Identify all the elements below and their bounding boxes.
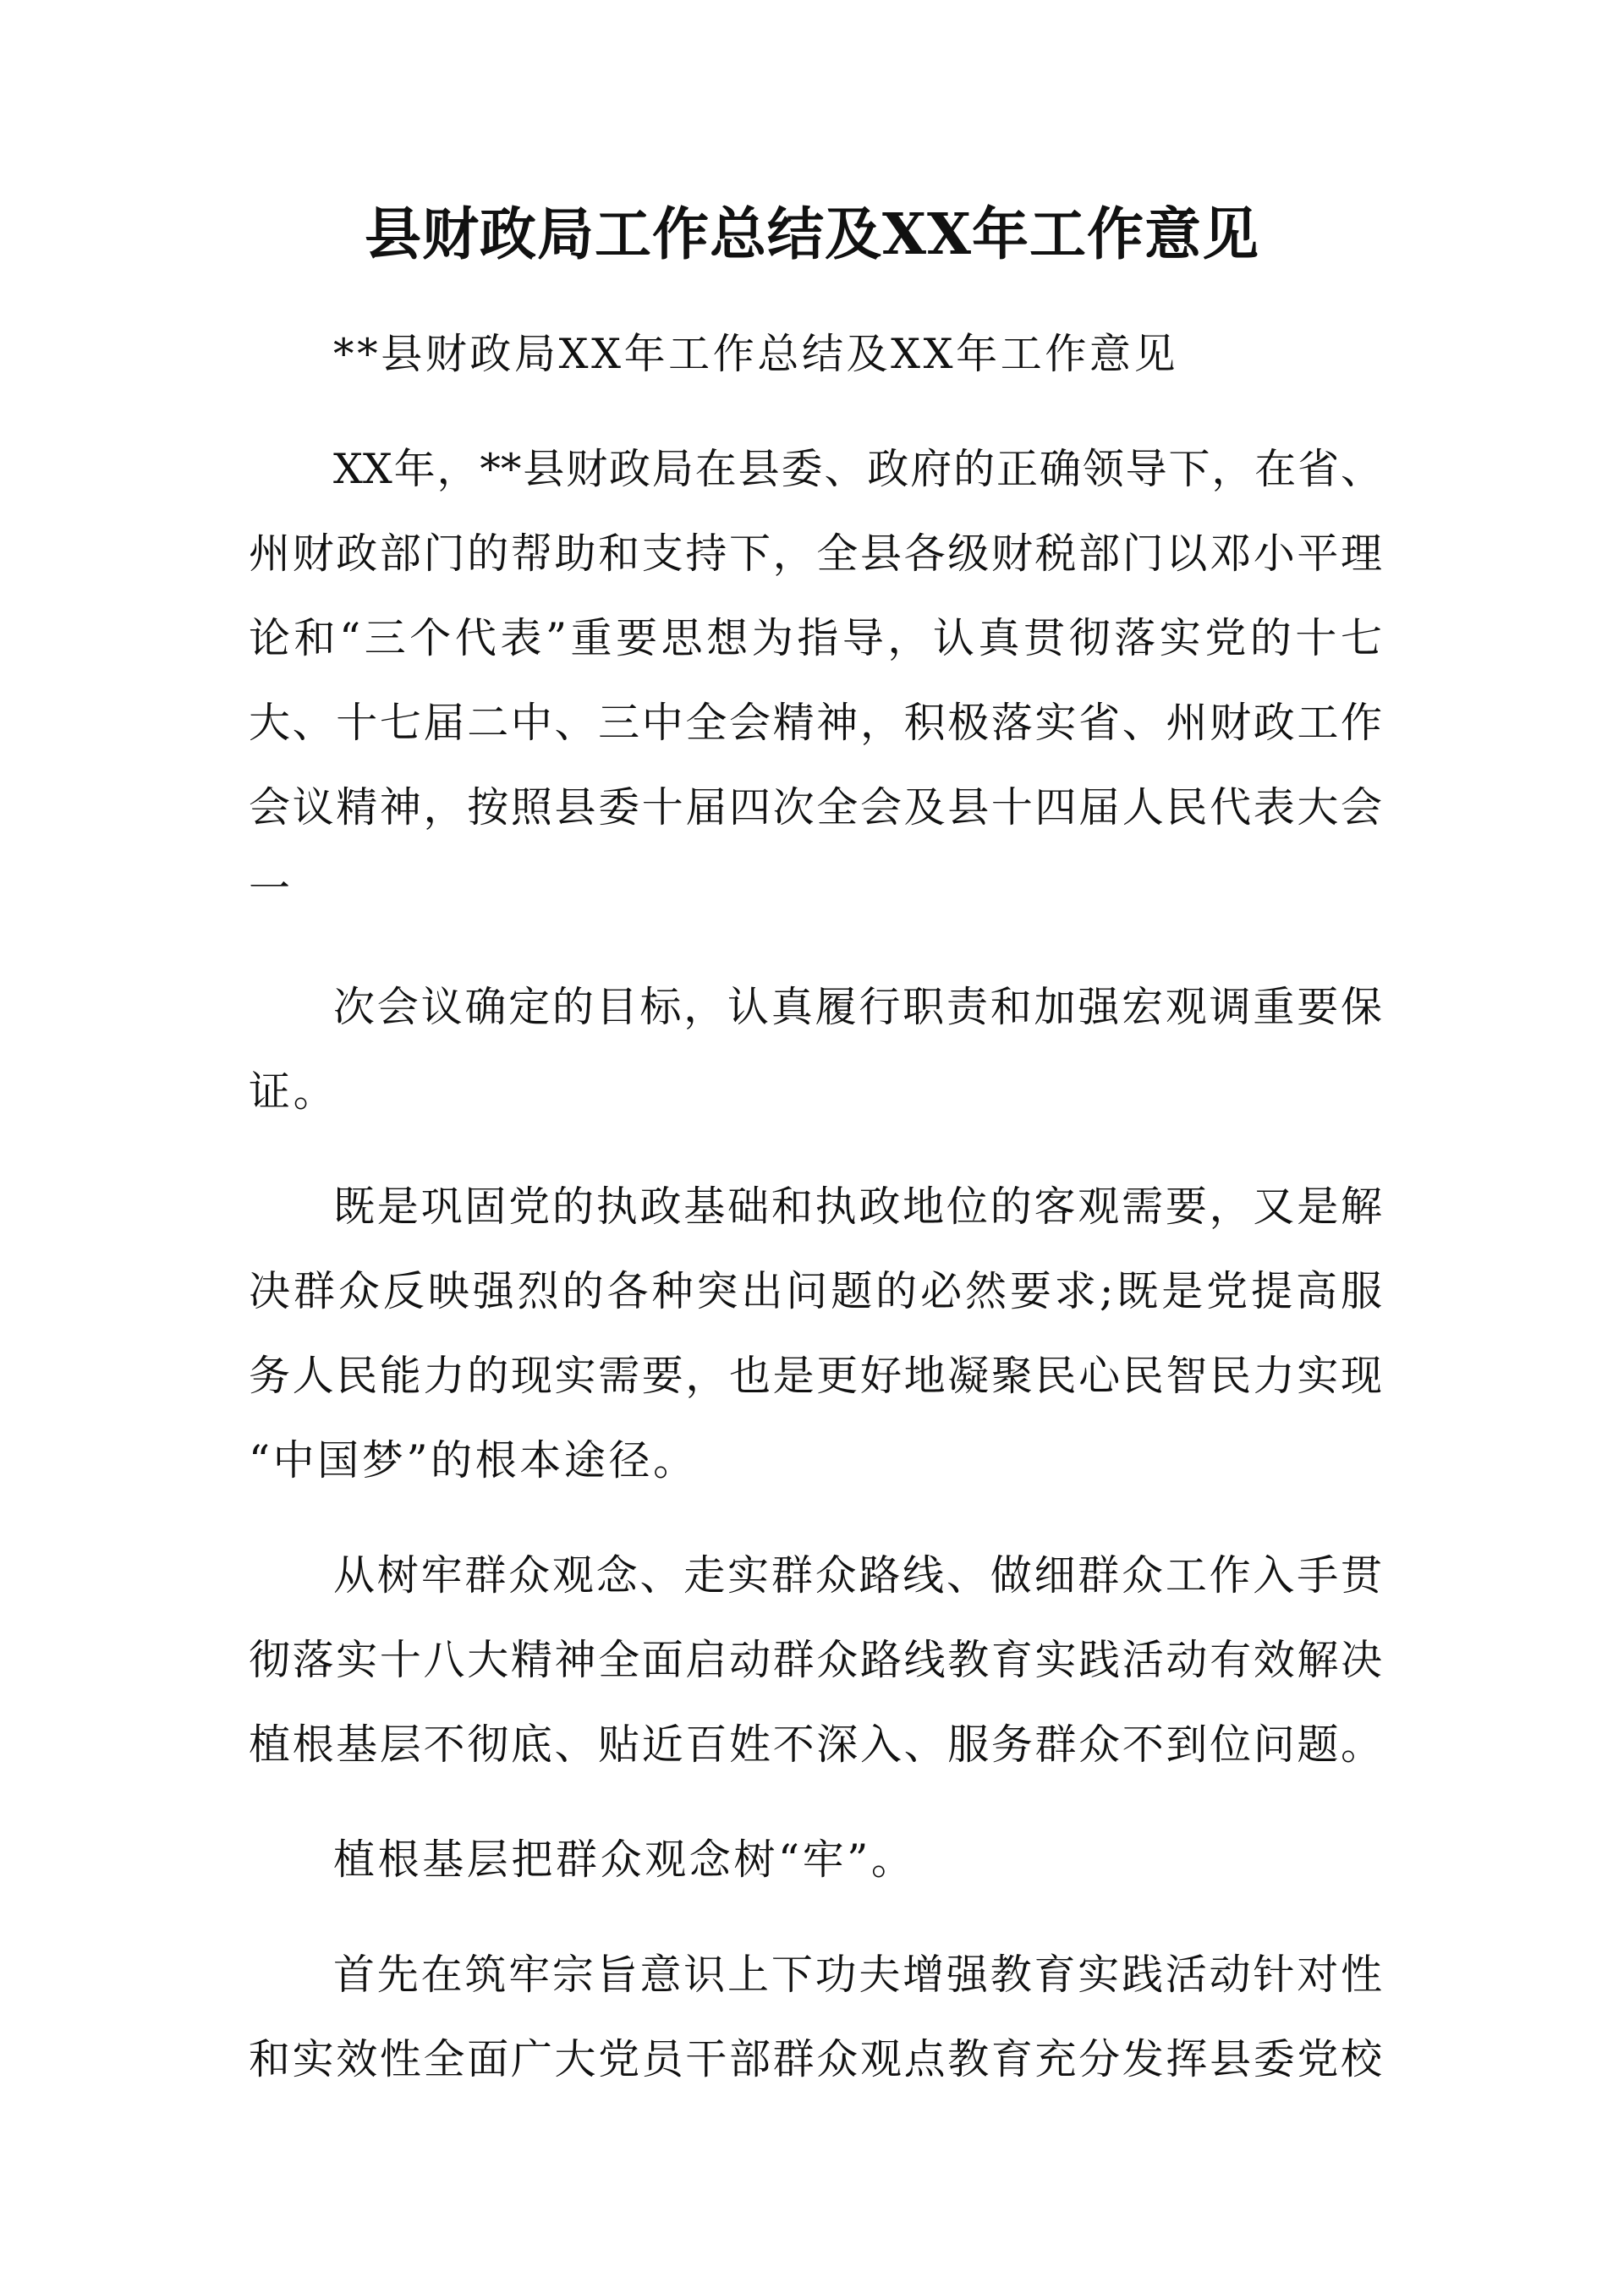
paragraph-line: 首先在筑牢宗旨意识上下功夫增强教育实践活动针对性 [333,1951,1382,1999]
paragraph-line: 一 [249,864,294,913]
paragraph-line: 从树牢群众观念、走实群众路线、做细群众工作入手贯 [333,1551,1382,1600]
paragraph-line: 会议精神，按照县委十届四次全会及县十四届人民代表大会 [249,783,1382,831]
paragraph-line: 次会议确定的目标，认真履行职责和加强宏观调重要保 [333,983,1382,1031]
paragraph-line: 植根基层把群众观念树“牢”。 [333,1836,916,1884]
paragraph-line: 决群众反映强烈的各种突出问题的必然要求;既是党提高服 [249,1267,1382,1315]
paragraph-line: 既是巩固党的执政基础和执政地位的客观需要，又是解 [333,1183,1382,1231]
paragraph-line: “中国梦”的根本途径。 [249,1436,698,1485]
subtitle-line: **县财政局XX年工作总结及XX年工作意见 [333,330,1179,378]
paragraph-line: 论和“三个代表”重要思想为指导，认真贯彻落实党的十七 [249,614,1382,662]
paragraph-line: 植根基层不彻底、贴近百姓不深入、服务群众不到位问题。 [249,1720,1382,1769]
paragraph-line: 州财政部门的帮助和支持下，全县各级财税部门以邓小平理 [249,530,1382,578]
paragraph-line: 和实效性全面广大党员干部群众观点教育充分发挥县委党校 [249,2035,1382,2083]
paragraph-line: 大、十七届二中、三中全会精神，积极落实省、州财政工作 [249,699,1382,747]
document-title: 县财政局工作总结及XX年工作意见 [365,200,1259,267]
paragraph-line: 彻落实十八大精神全面启动群众路线教育实践活动有效解决 [249,1636,1382,1684]
paragraph-line: XX年，**县财政局在县委、政府的正确领导下，在省、 [333,445,1382,493]
paragraph-line: 务人民能力的现实需要，也是更好地凝聚民心民智民力实现 [249,1352,1382,1400]
paragraph-line: 证。 [249,1067,338,1116]
